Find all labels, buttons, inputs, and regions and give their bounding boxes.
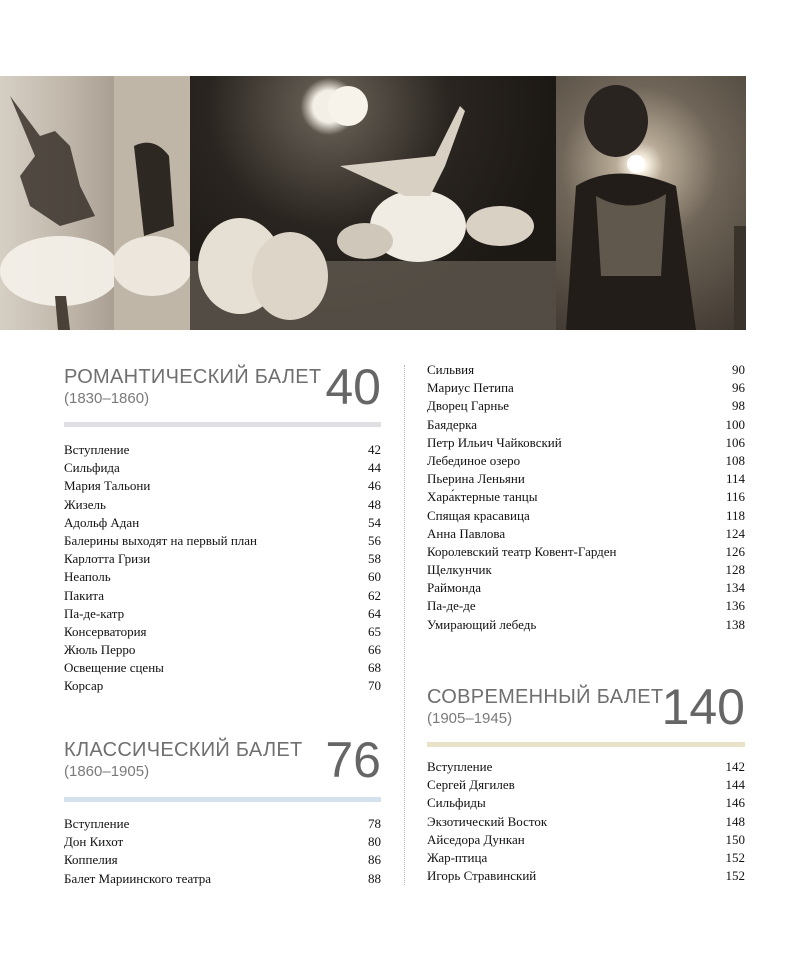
- toc-entry-title: Мария Тальони: [64, 478, 151, 494]
- toc-entry[interactable]: [427, 794, 745, 812]
- toc-entry-title: Сильфиды: [427, 795, 486, 811]
- toc-entry-title: Пьерина Леньяни: [427, 471, 525, 487]
- toc-entry[interactable]: [427, 488, 745, 506]
- section-page-number: 140: [661, 679, 745, 735]
- toc-entry-title: Петр Ильич Чайковский: [427, 434, 562, 450]
- toc-entry-page: 68: [368, 660, 381, 676]
- toc-entry-page: 44: [368, 460, 381, 476]
- toc-entry-title: Сильфида: [64, 460, 120, 476]
- section-classical-ballet: [64, 732, 381, 803]
- section-title: СОВРЕМЕННЫЙ БАЛЕТ: [427, 686, 664, 708]
- toc-entry[interactable]: [64, 870, 381, 888]
- toc-entry[interactable]: [427, 525, 745, 543]
- toc-entry-title: Щелкунчик: [427, 562, 492, 578]
- section-accent-bar: [64, 797, 381, 802]
- section-accent-bar: [427, 742, 745, 747]
- toc-entry-page: 134: [725, 580, 745, 596]
- toc-entry[interactable]: [427, 831, 745, 849]
- toc-entry-title: Па-де-катр: [64, 605, 125, 621]
- toc-entry[interactable]: [64, 477, 381, 495]
- section-accent-bar: [64, 422, 381, 427]
- toc-entry-page: 146: [725, 795, 745, 811]
- toc-entry[interactable]: [427, 849, 745, 867]
- toc-entry-title: Экзотический Восток: [427, 813, 548, 829]
- section-title: КЛАССИЧЕСКИЙ БАЛЕТ: [64, 739, 303, 761]
- toc-entry-title: Лебединое озеро: [427, 452, 521, 468]
- toc-entry[interactable]: [427, 579, 745, 597]
- toc-entry[interactable]: [64, 496, 381, 514]
- toc-entry-page: 42: [368, 442, 381, 457]
- toc-entry-title: Жизель: [64, 496, 106, 512]
- toc-entry-title: Пакита: [64, 587, 105, 603]
- toc-entry-page: 108: [725, 452, 745, 468]
- toc-entry[interactable]: [64, 641, 381, 659]
- toc-entry-title: Вступление: [64, 442, 130, 457]
- toc-entry-page: 60: [368, 569, 381, 585]
- toc-entry[interactable]: [427, 813, 745, 831]
- toc-entry-page: 138: [725, 616, 745, 632]
- photo-dancer-arabesque: [0, 76, 114, 330]
- toc-entry-title: Жюль Перро: [64, 642, 136, 658]
- toc-entry-page: 152: [725, 868, 745, 884]
- toc-entry-page: 136: [725, 598, 745, 614]
- toc-entry[interactable]: [427, 507, 745, 525]
- toc-entry-title: Королевский театр Ковент-Гарден: [427, 543, 617, 559]
- toc-entry-title: Вступление: [64, 816, 130, 831]
- toc-entry-title: Коппелия: [64, 852, 118, 868]
- toc-entry-title: Адольф Адан: [64, 514, 140, 530]
- toc-entry-page: 88: [368, 870, 381, 886]
- toc-entry-page: 56: [368, 532, 381, 548]
- toc-entry-page: 80: [368, 834, 381, 850]
- toc-entry[interactable]: [64, 677, 381, 695]
- toc-entry-title: Балет Мариинского театра: [64, 870, 212, 886]
- toc-entry-page: 86: [368, 852, 381, 868]
- toc-entry-title: Дон Кихот: [64, 834, 124, 850]
- toc-entry[interactable]: [64, 514, 381, 532]
- toc-entry[interactable]: [64, 659, 381, 677]
- toc-entry-page: 106: [725, 434, 745, 450]
- corps-de-ballet-graphic: [190, 76, 556, 330]
- toc-entry-page: 114: [725, 471, 745, 487]
- toc-entry[interactable]: [427, 379, 745, 397]
- toc-entry[interactable]: [64, 623, 381, 641]
- toc-entry-page: 142: [725, 759, 745, 774]
- toc-entry-title: Освещение сцены: [64, 660, 164, 676]
- toc-entry-page: 48: [368, 496, 381, 512]
- toc-entry-page: 78: [368, 816, 381, 831]
- toc-entry[interactable]: [427, 397, 745, 415]
- toc-entry-page: 126: [725, 543, 745, 559]
- toc-entry-title: Вступление: [427, 759, 493, 774]
- toc-entry-title: Игорь Стравинский: [427, 868, 537, 884]
- toc-entry-page: 100: [725, 416, 745, 432]
- toc-entry-title: Балерины выходят на первый план: [64, 532, 257, 548]
- toc-entry-title: Хара́ктерные танцы: [427, 489, 538, 505]
- toc-entry-page: 118: [725, 507, 745, 523]
- toc-entry-title: Па-де-де: [427, 598, 476, 614]
- toc-entry[interactable]: [427, 867, 745, 885]
- toc-entry-page: 70: [368, 678, 381, 694]
- toc-entry[interactable]: [427, 543, 745, 561]
- toc-entry-page: 150: [725, 831, 745, 847]
- toc-entry-title: Баядерка: [427, 416, 477, 432]
- toc-entry-page: 64: [368, 605, 381, 621]
- toc-entry[interactable]: [64, 815, 381, 833]
- toc-entry-page: 98: [732, 398, 745, 414]
- toc-list-modern: [427, 758, 745, 885]
- toc-entry-title: Умирающий лебедь: [427, 616, 537, 632]
- toc-list-classical-right: [427, 361, 745, 634]
- toc-entry-page: 128: [725, 562, 745, 578]
- toc-entry[interactable]: [64, 851, 381, 869]
- section-page-number: 76: [325, 732, 381, 788]
- toc-entry-title: Спящая красавица: [427, 507, 530, 523]
- toc-entry[interactable]: [427, 616, 745, 634]
- toc-entry[interactable]: [427, 416, 745, 434]
- toc-entry[interactable]: [64, 587, 381, 605]
- toc-entry-title: Сергей Дягилев: [427, 777, 515, 793]
- toc-entry-page: 54: [368, 514, 381, 530]
- section-modern-ballet: [427, 679, 745, 750]
- toc-entry-page: 65: [368, 623, 381, 639]
- toc-entry-page: 144: [725, 777, 745, 793]
- section-years: (1860–1905): [64, 763, 150, 780]
- toc-entry[interactable]: [64, 568, 381, 586]
- toc-list-classical-left: [64, 815, 381, 888]
- rehearsal-graphic: [114, 76, 190, 330]
- toc-entry-title: Консерватория: [64, 623, 147, 639]
- toc-entry-title: Дворец Гарнье: [427, 398, 510, 414]
- toc-entry[interactable]: [427, 597, 745, 615]
- toc-entry[interactable]: [427, 470, 745, 488]
- toc-entry-title: Карлотта Гризи: [64, 551, 151, 567]
- toc-entry[interactable]: [427, 776, 745, 794]
- toc-entry-page: 124: [725, 525, 745, 541]
- photo-dancer-rehearsal: [114, 76, 190, 330]
- toc-entry-page: 116: [725, 489, 745, 505]
- toc-entry[interactable]: [64, 459, 381, 477]
- section-title: РОМАНТИЧЕСКИЙ БАЛЕТ: [64, 366, 322, 388]
- toc-entry[interactable]: [64, 605, 381, 623]
- toc-entry-title: Раймонда: [427, 580, 482, 596]
- section-page-number: 40: [325, 359, 381, 415]
- toc-entry-page: 58: [368, 551, 381, 567]
- toc-entry-page: 46: [368, 478, 381, 494]
- toc-entry-page: 152: [725, 849, 745, 865]
- toc-entry-title: Корсар: [64, 678, 104, 694]
- toc-entry[interactable]: [64, 441, 381, 459]
- toc-entry-page: 90: [732, 362, 745, 377]
- toc-entry-title: Жар-птица: [427, 849, 488, 865]
- backlit-dancer-graphic: [556, 76, 746, 330]
- toc-entry[interactable]: [427, 561, 745, 579]
- toc-entry[interactable]: [427, 361, 745, 379]
- toc-list-romantic: [64, 441, 381, 696]
- toc-entry[interactable]: [427, 758, 745, 776]
- toc-entry[interactable]: [427, 434, 745, 452]
- dancer-silhouette-graphic: [0, 76, 114, 330]
- section-romantic-ballet: [64, 359, 381, 428]
- photo-moonlit-corps-de-ballet: [190, 76, 556, 330]
- section-years: (1830–1860): [64, 390, 150, 407]
- toc-entry-title: Мариус Петипа: [427, 380, 514, 396]
- toc-entry-title: Айседора Дункан: [427, 831, 525, 847]
- toc-entry[interactable]: [427, 452, 745, 470]
- toc-entry[interactable]: [64, 532, 381, 550]
- toc-entry-page: 148: [725, 813, 745, 829]
- toc-entry-title: Неаполь: [64, 569, 111, 585]
- toc-entry-title: Анна Павлова: [427, 525, 506, 541]
- toc-entry[interactable]: [64, 550, 381, 568]
- toc-entry[interactable]: [64, 833, 381, 851]
- section-years: (1905–1945): [427, 710, 513, 727]
- photo-dancer-backlit: [556, 76, 746, 330]
- column-divider: [404, 365, 405, 885]
- toc-entry-page: 66: [368, 642, 381, 658]
- toc-entry-title: Сильвия: [427, 362, 475, 377]
- toc-entry-page: 62: [368, 587, 381, 603]
- header-photo-strip: [0, 76, 746, 330]
- toc-entry-page: 96: [732, 380, 745, 396]
